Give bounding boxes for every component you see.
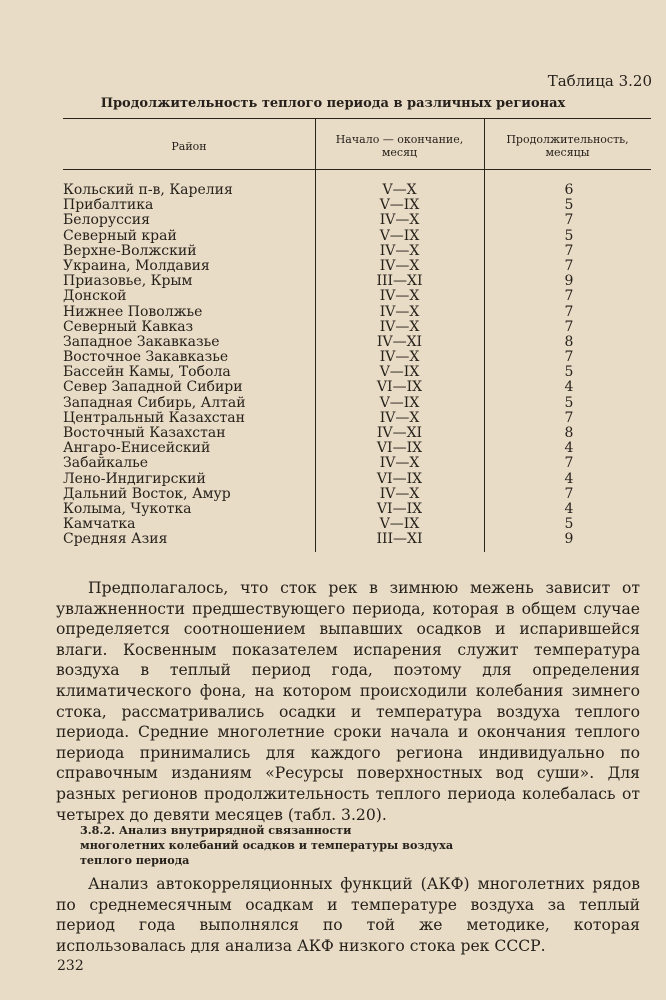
table-row: [0, 396, 666, 411]
table-body: [0, 183, 666, 548]
region-cell: Северный край: [63, 227, 177, 244]
region-cell: Восточное Закавказье: [63, 349, 229, 366]
period-cell: IV—X: [379, 455, 420, 472]
duration-cell: 4: [564, 379, 574, 396]
duration-cell: 7: [564, 303, 574, 320]
table-row: [0, 335, 666, 350]
period-cell: V—IX: [379, 197, 420, 214]
duration-cell: 7: [564, 212, 574, 229]
duration-cell: 7: [564, 257, 574, 274]
table-row: [0, 244, 666, 259]
region-cell: Север Западной Сибири: [63, 379, 243, 396]
period-cell: V—IX: [379, 394, 420, 411]
period-cell: V—IX: [379, 516, 420, 533]
region-cell: Прибалтика: [63, 197, 154, 214]
duration-cell: 7: [564, 349, 574, 366]
table-row: [0, 259, 666, 274]
region-cell: Кольский п-в, Карелия: [63, 182, 233, 198]
period-cell: IV—X: [379, 318, 420, 335]
duration-cell: 9: [564, 531, 574, 548]
duration-cell: 4: [564, 500, 574, 517]
period-cell: IV—X: [379, 257, 420, 274]
body-paragraph-2: Анализ автокорреляционных функций (АКФ) многолетних рядов по среднемесячным осадкам и температуре воздуха за теплый период года выполнялся по той же методике, которая использовалась для анализа АКФ низкого стока рек СССР.: [56, 875, 640, 955]
table-row: [0, 441, 666, 456]
table-row: [0, 213, 666, 228]
duration-cell: 4: [564, 470, 574, 487]
region-cell: Приазовье, Крым: [63, 273, 193, 290]
region-cell: Северный Кавказ: [63, 318, 194, 335]
region-cell: Белоруссия: [63, 212, 150, 229]
duration-cell: 5: [564, 197, 574, 214]
region-cell: Верхне-Волжский: [63, 242, 197, 259]
region-cell: Западное Закавказье: [63, 333, 220, 350]
table-row: [0, 229, 666, 244]
table-row: [0, 350, 666, 365]
table-row: [0, 487, 666, 502]
duration-cell: 7: [564, 318, 574, 335]
table-row: [0, 183, 666, 198]
period-cell: IV—X: [379, 303, 420, 320]
section-title: 3.8.2. Анализ внутрирядной связанности многолетних колебаний осадков и температуры воздуха теплого периода: [80, 823, 454, 867]
table-row: [0, 380, 666, 395]
period-cell: VI—IX: [376, 470, 423, 487]
duration-cell: 5: [564, 227, 574, 244]
duration-cell: 5: [564, 394, 574, 411]
table-row: [0, 320, 666, 335]
period-cell: IV—X: [379, 288, 420, 305]
table-row: [0, 426, 666, 441]
period-cell: IV—X: [379, 485, 420, 502]
period-cell: IV—XI: [376, 333, 423, 350]
period-cell: IV—X: [379, 242, 420, 259]
table-header-rule: [63, 169, 651, 170]
duration-cell: 4: [564, 440, 574, 457]
duration-cell: 7: [564, 409, 574, 426]
duration-cell: 9: [564, 273, 574, 290]
duration-cell: 8: [564, 425, 574, 441]
region-cell: Восточный Казахстан: [63, 425, 226, 441]
duration-cell: 8: [564, 333, 574, 350]
period-cell: V—X: [382, 182, 417, 198]
table-row: [0, 532, 666, 547]
period-cell: IV—X: [379, 212, 420, 229]
region-cell: Лено-Индигирский: [63, 470, 206, 487]
table-row: [0, 289, 666, 304]
table-row: [0, 365, 666, 380]
region-cell: Центральный Казахстан: [63, 409, 245, 426]
region-cell: Камчатка: [63, 516, 136, 533]
duration-cell: 7: [564, 288, 574, 305]
region-cell: Западная Сибирь, Алтай: [63, 394, 246, 411]
column-header-period: Начало — окончание, месяц: [335, 133, 464, 159]
region-cell: Донской: [63, 288, 127, 305]
period-cell: VI—IX: [376, 500, 423, 517]
table-row: [0, 274, 666, 289]
table-row: [0, 502, 666, 517]
period-cell: III—XI: [376, 531, 423, 548]
table-row: [0, 198, 666, 213]
duration-cell: 5: [564, 364, 574, 381]
duration-cell: 7: [564, 242, 574, 259]
table-row: [0, 411, 666, 426]
period-cell: VI—IX: [376, 440, 423, 457]
duration-cell: 6: [564, 182, 574, 198]
table-caption: Продолжительность теплого периода в различных регионах: [100, 96, 566, 111]
period-cell: VI—IX: [376, 379, 423, 396]
period-cell: III—XI: [376, 273, 423, 290]
table-label: Таблица 3.20: [547, 72, 652, 90]
period-cell: IV—X: [379, 409, 420, 426]
duration-cell: 7: [564, 455, 574, 472]
region-cell: Украина, Молдавия: [63, 257, 210, 274]
region-cell: Нижнее Поволжье: [63, 303, 203, 320]
body-paragraph-1: Предполагалось, что сток рек в зимнюю межень зависит от увлажненности предшествующего периода, которая в общем случае определяется соотношением выпавших осадков и испарившейся влаги. Косвенным показателем испарения служит температура воздуха в теплый период года, поэтому для определения климатического фона, на котором происходили колебания зимнего стока, рассматривались осадки и температура воздуха теплого периода. Средние многолетние сроки начала и окончания теплого периода принимались для каждого региона индивидуально по справочным изданиям «Ресурсы поверхностных вод суши». Для разных регионов продолжительность теплого периода колебалась от четырех до девяти месяцев (табл. 3.20).: [56, 579, 640, 824]
region-cell: Дальний Восток, Амур: [63, 485, 231, 502]
column-header-region: Район: [171, 139, 207, 153]
region-cell: Ангаро-Енисейский: [63, 440, 211, 457]
duration-cell: 7: [564, 485, 574, 502]
period-cell: V—IX: [379, 364, 420, 381]
column-header-duration: Продолжительность, месяцы: [506, 133, 629, 159]
period-cell: IV—XI: [376, 425, 423, 441]
period-cell: V—IX: [379, 227, 420, 244]
table-top-rule: [63, 118, 651, 119]
table-row: [0, 456, 666, 471]
period-cell: IV—X: [379, 349, 420, 366]
table-row: [0, 517, 666, 532]
table-row: [0, 472, 666, 487]
region-cell: Средняя Азия: [63, 531, 168, 548]
region-cell: Бассейн Камы, Тобола: [63, 364, 231, 381]
region-cell: Забайкалье: [63, 455, 149, 472]
region-cell: Колыма, Чукотка: [63, 500, 192, 517]
table-row: [0, 305, 666, 320]
page-number: 232: [57, 958, 84, 974]
duration-cell: 5: [564, 516, 574, 533]
